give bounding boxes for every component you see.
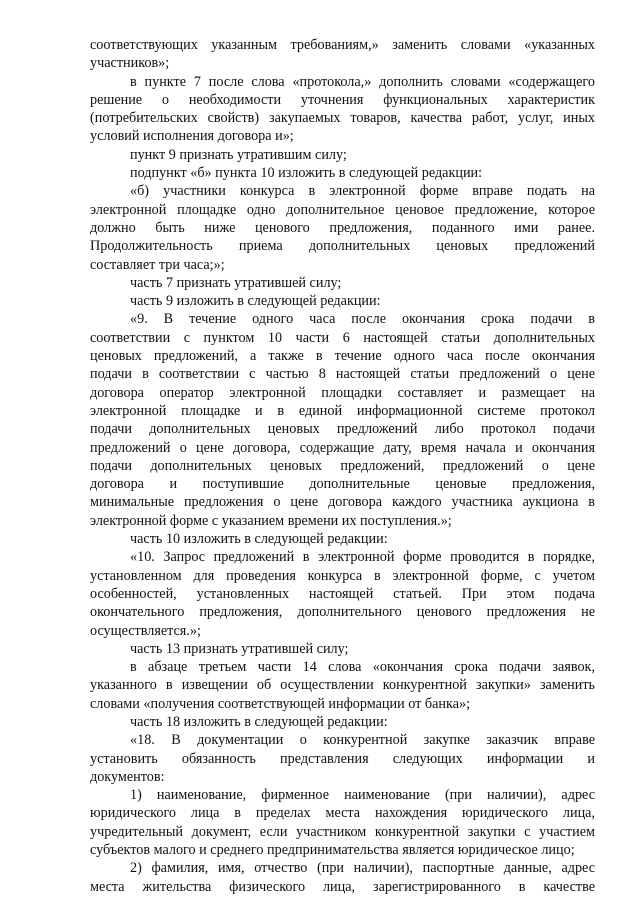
text-line: часть 10 изложить в следующей редакции:	[130, 531, 388, 548]
text-line: ценовых предложений, а также в течение одного часа после окончания	[90, 348, 595, 365]
text-line: указанного в извещении об осуществлении конкурентной закупки» заменить	[90, 677, 595, 694]
text-line: особенностей, установленных настоящей статьей. При этом подача	[90, 585, 595, 602]
text-line: часть 13 признать утратившей силу;	[130, 640, 349, 657]
text-line: словами «получения соответствующей информации от банка»;	[90, 695, 471, 712]
text-line: часть 18 изложить в следующей редакции:	[130, 713, 388, 730]
text-line: решение о необходимости уточнения функциональных характеристик	[90, 91, 595, 108]
text-line: подачи в соответствии с частью 8 настоящей статьи предложений о цене	[90, 366, 595, 383]
text-line: Продолжительность приема дополнительных ценовых предложений	[90, 238, 595, 255]
text-line: составляет три часа;»;	[90, 256, 225, 273]
text-line: минимальные предложения о цене договора каждого участника аукциона в	[90, 494, 595, 511]
text-line: в абзаце третьем части 14 слова «окончания срока подачи заявок,	[130, 659, 595, 676]
text-line: соответствии с пунктом 10 части 6 настоящей статьи дополнительных	[90, 329, 595, 346]
text-line: 2) фамилия, имя, отчество (при наличии), паспортные данные, адрес	[130, 860, 595, 877]
text-line: юридического лица в пределах места нахождения юридического лица,	[90, 805, 595, 822]
text-line: «10. Запрос предложений в электронной форме проводится в порядке,	[130, 549, 595, 566]
text-line: документов:	[90, 768, 165, 785]
text-line: договора и поступившие дополнительные ценовые предложения,	[90, 476, 595, 493]
text-line: подачи дополнительных ценовых предложений либо протокол подачи	[90, 421, 595, 438]
text-line: субъектов малого и среднего предпринимательства является юридическое лицо;	[90, 842, 575, 859]
text-line: установленном для проведения конкурса в электронной форме, с учетом	[90, 567, 595, 584]
text-line: учредительный документ, если участником конкурентной закупки с участием	[90, 823, 595, 840]
text-line: электронной форме с указанием времени их поступления.»;	[90, 512, 452, 529]
text-line: подпункт «б» пункта 10 изложить в следующей редакции:	[130, 165, 483, 182]
text-line: предложений о цене договора, содержащие дату, время начала и окончания	[90, 439, 595, 456]
text-line: окончательного предложения, дополнительного ценового предложения не	[90, 604, 595, 621]
text-line: часть 9 изложить в следующей редакции:	[130, 293, 381, 310]
text-line: электронной площадке и в единой информационной системе протокол	[90, 402, 595, 419]
text-line: часть 7 признать утратившей силу;	[130, 274, 342, 291]
text-line: электронной площадке одно дополнительное ценовое предложение, которое	[90, 201, 595, 218]
text-line: осуществляется.»;	[90, 622, 201, 639]
text-line: договора оператор электронной площадки составляет и размещает на	[90, 384, 595, 401]
document-page	[90, 36, 595, 896]
text-line: установить обязанность представления следующих информации и	[90, 750, 595, 767]
text-line: соответствующих указанным требованиям,» заменить словами «указанных	[90, 37, 595, 53]
text-line: условий исполнения договора и»;	[90, 128, 294, 145]
text-line: участников»;	[90, 55, 170, 72]
text-line: 1) наименование, фирменное наименование (при наличии), адрес	[130, 787, 595, 804]
text-line: (потребительских свойств) закупаемых товаров, качества работ, услуг, иных	[90, 110, 595, 127]
text-line: в пункте 7 после слова «протокола,» дополнить словами «содержащего	[130, 73, 595, 90]
text-line: места жительства физического лица, зарегистрированного в качестве	[90, 878, 595, 895]
text-line: пункт 9 признать утратившим силу;	[130, 146, 347, 163]
text-line: «18. В документации о конкурентной закупке заказчик вправе	[130, 732, 595, 749]
text-line: должно быть ниже ценового предложения, поданного ими ранее.	[90, 219, 595, 236]
text-line: подачи дополнительных ценовых предложений, предложений о цене	[90, 457, 595, 474]
text-line: «б) участники конкурса в электронной форме вправе подать на	[130, 183, 595, 200]
text-line: «9. В течение одного часа после окончания срока подачи в	[130, 311, 595, 328]
